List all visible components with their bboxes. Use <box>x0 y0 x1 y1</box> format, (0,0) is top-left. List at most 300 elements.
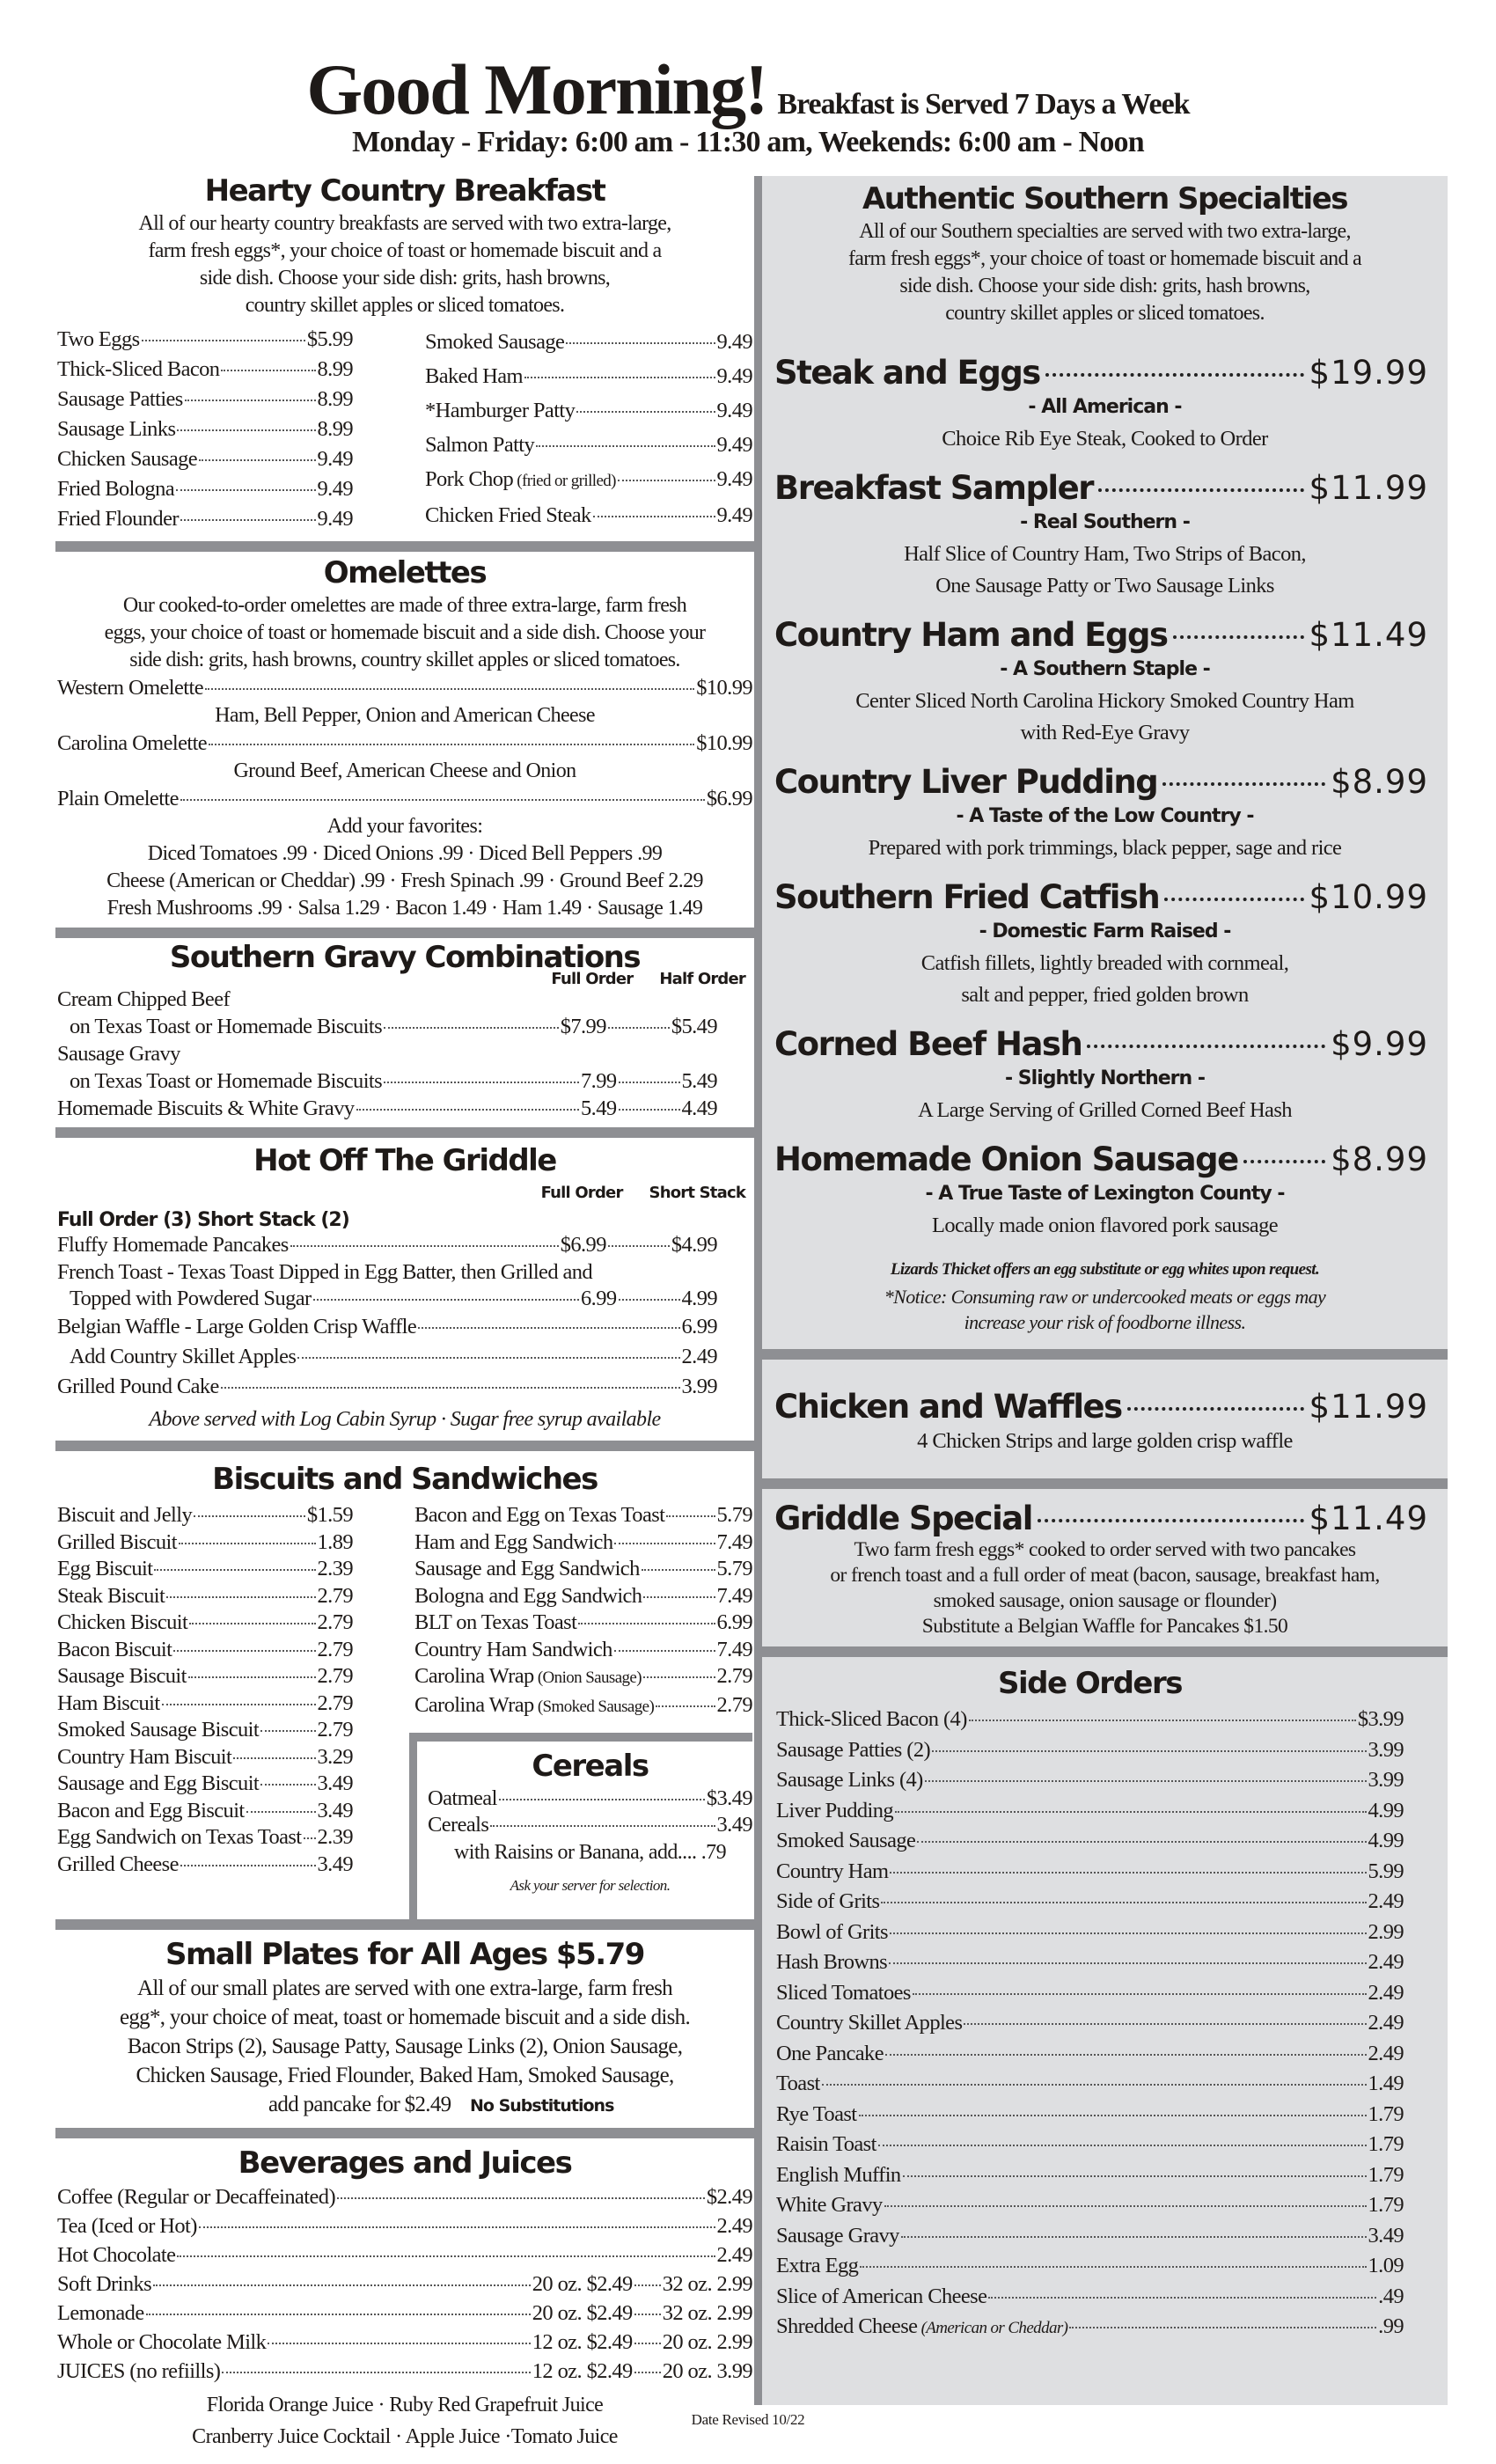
item-name: Breakfast Sampler <box>774 469 1093 507</box>
leader-dots <box>666 1515 715 1517</box>
item-price: 2.79 <box>716 1692 752 1717</box>
menu-item <box>776 1765 1404 1796</box>
leader-dots <box>634 2314 661 2315</box>
item-name: Steak Biscuit <box>57 1583 165 1608</box>
leader-dots <box>173 1650 315 1652</box>
specialty-title <box>762 616 1448 654</box>
item-price: $7.99 <box>560 1015 606 1038</box>
menu-item <box>776 2190 1404 2221</box>
menu-item <box>57 2240 752 2270</box>
item-name: Thick-Sliced Bacon (4) <box>776 1707 967 1731</box>
leader-dots <box>634 2284 661 2286</box>
item-price: 5.79 <box>716 1503 752 1527</box>
item-price: 3.49 <box>716 1813 752 1837</box>
leader-dots <box>988 2297 1376 2299</box>
menu-item <box>414 1663 752 1692</box>
item-price: 2.49 <box>1368 2011 1404 2035</box>
menu-item <box>57 355 353 385</box>
item-name: Western Omelette <box>57 676 203 700</box>
item-name: Baked Ham <box>425 364 523 388</box>
leader-dots <box>878 2145 1367 2146</box>
item-price: 7.49 <box>716 1529 752 1554</box>
menu-item <box>776 1887 1404 1918</box>
col-full-order: Full Order <box>551 970 634 988</box>
item-name: Lemonade <box>57 2301 144 2325</box>
specialty-item <box>762 1025 1448 1126</box>
desc-line: country skillet apples or sliced tomatoes. <box>245 294 565 317</box>
item-name: Griddle Special <box>774 1500 1032 1537</box>
leader-dots <box>179 1543 316 1544</box>
addons <box>57 840 752 922</box>
menu-item <box>57 730 752 757</box>
leader-dots <box>536 445 715 447</box>
item-name: Hot Chocolate <box>57 2243 176 2267</box>
item-price: 2.39 <box>317 1557 353 1580</box>
item-name: One Pancake <box>776 2041 884 2065</box>
menu-item <box>57 1372 717 1402</box>
section-gravy <box>57 938 752 1122</box>
item-name: Two Eggs <box>57 327 140 351</box>
menu-list <box>57 325 353 534</box>
item-name: Sliced Tomatoes <box>776 1980 911 2005</box>
pancake-addon: add pancake for $2.49 <box>268 2093 451 2116</box>
leader-dots <box>1164 898 1303 901</box>
leader-dots <box>177 2255 715 2257</box>
item-price-secondary: 20 oz. 3.99 <box>662 2359 752 2383</box>
item-price: $19.99 <box>1309 354 1428 392</box>
item-name: Topped with Powdered Sugar <box>70 1287 312 1310</box>
item-tagline: - Real Southern - <box>1020 511 1190 533</box>
leader-dots <box>1173 635 1304 639</box>
item-price: 2.49 <box>1368 1980 1404 2005</box>
item-price: $2.49 <box>706 2185 752 2209</box>
item-name: Bologna and Egg Sandwich <box>414 1583 642 1608</box>
menu-item <box>776 2160 1404 2191</box>
item-price: 3.49 <box>317 1852 353 1876</box>
menu-item <box>776 1918 1404 1948</box>
header <box>0 48 1496 131</box>
leader-dots <box>642 1569 715 1571</box>
menu-item <box>414 1610 752 1637</box>
item-name: Chicken and Waffles <box>774 1388 1122 1426</box>
item-price: 2.79 <box>317 1690 353 1715</box>
leader-dots <box>890 1932 1367 1934</box>
leader-dots <box>356 1109 580 1111</box>
item-tagline: - A Taste of the Low Country - <box>956 805 1254 827</box>
leader-dots <box>188 1676 316 1678</box>
menu-list <box>57 674 752 812</box>
desc-line: Our cooked-to-order omelettes are made of three extra-large, farm fresh <box>122 594 687 617</box>
desc-line: smoked sausage, onion sausage or flounder) <box>933 1589 1277 1612</box>
menu-item <box>425 359 752 393</box>
item-description: salt and pepper, fried golden brown <box>961 983 1249 1007</box>
item-name: Egg Biscuit <box>57 1557 153 1580</box>
item-name: Carolina Wrap (Smoked Sausage) <box>414 1692 655 1717</box>
item-name: Sausage Gravy <box>776 2223 899 2248</box>
item-price: 2.49 <box>716 2214 752 2238</box>
item-name: Cereals <box>428 1813 489 1837</box>
menu-item <box>57 1556 353 1583</box>
specialty-title <box>762 469 1448 507</box>
item-tagline: - All American - <box>1028 396 1182 418</box>
item-price: 20 oz. $2.49 <box>532 2272 633 2296</box>
item-name: Rye Toast <box>776 2101 857 2126</box>
menu-item <box>776 1857 1404 1888</box>
section-divider <box>55 1919 754 1930</box>
leader-dots <box>384 1027 559 1029</box>
menu-list <box>57 2182 752 2386</box>
item-name: Oatmeal <box>428 1786 497 1810</box>
item-description: Choice Rib Eye Steak, Cooked to Order <box>942 427 1268 451</box>
menu-list <box>57 1502 353 1919</box>
item-price: 8.99 <box>317 357 353 381</box>
item-name: Toast <box>776 2072 820 2095</box>
leader-dots <box>297 1357 679 1359</box>
item-note: (fried or grilled) <box>513 472 616 490</box>
item-name: Homemade Biscuits & White Gravy <box>57 1096 355 1120</box>
item-name: Egg Sandwich on Texas Toast <box>57 1825 302 1849</box>
item-price: 12 oz. $2.49 <box>532 2359 633 2383</box>
menu-item <box>57 1502 353 1529</box>
leader-dots <box>566 342 715 344</box>
addon-line: Diced Tomatoes .99 · Diced Onions .99 · Diced Bell Peppers .99 <box>147 842 663 865</box>
right-panel <box>754 176 1448 2405</box>
menu-item <box>57 1013 717 1040</box>
desc-line: side dish. Choose your side dish: grits, hash browns, <box>899 275 1310 297</box>
menu-item <box>57 2270 752 2299</box>
item-name: Extra Egg <box>776 2254 859 2277</box>
item-name: Shredded Cheese (American or Cheddar) <box>776 2314 1068 2338</box>
menu-item <box>57 1798 353 1825</box>
item-name: Chicken Sausage <box>57 447 198 471</box>
menu-item <box>57 1583 353 1610</box>
leader-dots <box>189 1623 315 1624</box>
leader-dots <box>209 744 694 745</box>
menu-item <box>57 1637 353 1664</box>
item-name: Soft Drinks <box>57 2272 152 2296</box>
cereals-box <box>409 1733 752 1919</box>
desc-line: Two farm fresh eggs* cooked to order served with two pancakes <box>854 1538 1356 1561</box>
item-name: Sausage and Egg Sandwich <box>414 1557 640 1580</box>
leader-dots <box>634 2343 661 2344</box>
leader-dots <box>1087 1045 1325 1048</box>
juice-line: Florida Orange Juice · Ruby Red Grapefruit Juice <box>206 2394 604 2416</box>
item-description: Center Sliced North Carolina Hickory Smoked Country Ham <box>855 689 1354 713</box>
desc-line: Chicken Sausage, Fried Flounder, Baked Ham, Smoked Sausage, <box>136 2064 674 2087</box>
specialty-item <box>762 1140 1448 1242</box>
leader-dots <box>1069 2327 1376 2328</box>
breakfast-hours: Monday - Friday: 6:00 am - 11:30 am, Weekends: 6:00 am - Noon <box>352 126 1144 158</box>
item-name: Grilled Cheese <box>57 1852 179 1876</box>
item-price: 2.79 <box>716 1664 752 1688</box>
item-price: 2.49 <box>1368 2041 1404 2065</box>
col-full-order: Full Order <box>540 1184 623 1202</box>
item-name: Steak and Eggs <box>774 354 1040 392</box>
leader-dots <box>822 2084 1367 2086</box>
menu-item <box>57 1610 353 1637</box>
item-price: $11.99 <box>1309 469 1428 507</box>
section-divider <box>754 1646 1448 1657</box>
item-name: Ham and Egg Sandwich <box>414 1529 613 1554</box>
leader-dots <box>884 2205 1367 2207</box>
left-column <box>57 172 752 2453</box>
menu-item <box>414 1637 752 1664</box>
item-price: 9.49 <box>716 467 752 491</box>
item-name: Fluffy Homemade Pancakes <box>57 1233 289 1257</box>
item-description: One Sausage Patty or Two Sausage Links <box>935 574 1274 598</box>
item-price: $11.99 <box>1309 1388 1428 1426</box>
menu-item <box>57 1690 353 1718</box>
item-price: .49 <box>1378 2284 1404 2308</box>
item-name: Smoked Sausage Biscuit <box>57 1718 260 1742</box>
section-title: Authentic Southern Specialties <box>862 181 1347 216</box>
leader-dots <box>634 2372 661 2373</box>
menu-item <box>776 2008 1404 2039</box>
no-substitutions: No Substitutions <box>470 2096 614 2116</box>
leader-dots <box>304 1837 316 1839</box>
leader-dots <box>608 1027 670 1029</box>
leader-dots <box>618 480 715 481</box>
section-hearty-breakfast <box>57 172 752 534</box>
specialty-title <box>762 354 1448 392</box>
section-biscuits <box>57 1451 752 1919</box>
section-title: Hearty Country Breakfast <box>204 173 605 209</box>
item-price: 2.49 <box>1368 1950 1404 1974</box>
section-chicken-waffles <box>762 1360 1448 1478</box>
section-southern-specialties <box>762 176 1448 1335</box>
notice-line: increase your risk of foodborne illness. <box>964 1311 1246 1333</box>
leader-dots <box>889 1962 1366 1964</box>
leader-dots <box>180 1865 316 1866</box>
item-name: Sausage Patties (2) <box>776 1737 931 1762</box>
leader-dots <box>142 340 305 341</box>
menu-item <box>57 1663 353 1690</box>
item-name: Thick-Sliced Bacon <box>57 357 220 381</box>
item-price: 1.79 <box>1368 2132 1404 2156</box>
item-price: 2.79 <box>317 1718 353 1742</box>
item-price: .99 <box>1378 2314 1404 2338</box>
addons-title: Add your favorites: <box>326 815 483 838</box>
item-price: 3.49 <box>317 1798 353 1822</box>
item-price: $8.99 <box>1331 763 1428 801</box>
item-price: $3.99 <box>1357 1707 1404 1731</box>
item-name: Fried Bologna <box>57 477 175 501</box>
leader-dots <box>925 1780 1367 1782</box>
section-divider <box>55 1441 754 1451</box>
item-price: 9.49 <box>716 399 752 422</box>
col-half-order: Half Order <box>659 970 745 988</box>
menu-item <box>425 498 752 532</box>
menu-item <box>776 1978 1404 2009</box>
item-price: 2.79 <box>317 1664 353 1688</box>
item-name: Smoked Sausage <box>776 1829 916 1852</box>
juice-line: Cranberry Juice Cocktail · Apple Juice ·Tomato Juice <box>192 2425 618 2448</box>
item-name: White Gravy <box>776 2193 883 2217</box>
menu-list <box>425 325 752 534</box>
leader-dots <box>881 1902 1366 1903</box>
menu-item <box>776 1735 1404 1766</box>
section-divider <box>754 1349 1448 1360</box>
leader-dots <box>1098 488 1304 492</box>
leader-dots <box>221 370 315 371</box>
item-description: A Large Serving of Grilled Corned Beef Hash <box>918 1098 1292 1122</box>
item-price: $10.99 <box>696 731 752 755</box>
leader-dots <box>969 1720 1356 1721</box>
item-name: Biscuit and Jelly <box>57 1503 193 1527</box>
item-price-secondary: 4.99 <box>681 1287 717 1310</box>
leader-dots <box>885 2054 1367 2056</box>
notice-line: *Notice: Consuming raw or undercooked meats or eggs may <box>884 1286 1326 1308</box>
item-price: 6.99 <box>716 1610 752 1634</box>
leader-dots <box>619 1082 680 1083</box>
menu-item <box>428 1812 752 1838</box>
specialty-item <box>762 878 1448 1011</box>
item-price-secondary: 20 oz. 2.99 <box>662 2330 752 2354</box>
item-price: 12 oz. $2.49 <box>532 2330 633 2354</box>
item-price: 2.49 <box>716 2243 752 2267</box>
addon-line: Cheese (American or Cheddar) .99 · Fresh Spinach .99 · Ground Beef 2.29 <box>106 869 703 892</box>
column-headers <box>57 1184 752 1202</box>
section-description <box>57 210 752 319</box>
menu-item <box>57 1312 717 1342</box>
menu-list <box>409 1502 752 1720</box>
item-price: 4.99 <box>1368 1798 1404 1822</box>
leader-dots <box>932 1750 1366 1752</box>
desc-line: All of our small plates are served with one extra-large, farm fresh <box>137 1976 672 2000</box>
item-name: Tea (Iced or Hot) <box>57 2214 197 2238</box>
item-description: 4 Chicken Strips and large golden crisp waffle <box>917 1429 1293 1453</box>
item-name: Liver Pudding <box>776 1798 894 1822</box>
menu-item <box>776 2282 1404 2313</box>
item-price: 8.99 <box>317 417 353 441</box>
specialty-title <box>762 763 1448 801</box>
item-name: Plain Omelette <box>57 787 179 810</box>
item-name: Carolina Wrap (Onion Sausage) <box>414 1664 642 1688</box>
leader-dots <box>337 2197 705 2199</box>
menu-item <box>57 444 353 474</box>
section-description <box>762 218 1448 327</box>
item-price: 1.79 <box>1368 2101 1404 2126</box>
specialty-item <box>762 763 1448 864</box>
item-price: $9.99 <box>1331 1025 1428 1063</box>
item-name: Homemade Onion Sausage <box>774 1140 1238 1178</box>
item-name: Bacon and Egg on Texas Toast <box>414 1503 665 1527</box>
section-description <box>57 1974 752 2121</box>
specialty-item <box>762 354 1448 455</box>
leader-dots <box>384 1082 579 1083</box>
item-price: $1.59 <box>306 1503 353 1527</box>
item-name: Whole or Chocolate Milk <box>57 2330 267 2354</box>
item-price-secondary: 5.49 <box>681 1069 717 1093</box>
menu-item <box>57 1717 353 1744</box>
item-price-secondary: 4.49 <box>681 1096 717 1120</box>
specialty-list <box>762 354 1448 1242</box>
item-price: 2.49 <box>1368 1889 1404 1913</box>
item-price: 9.49 <box>317 477 353 501</box>
date-revised: Date Revised 10/22 <box>691 2411 805 2428</box>
item-name: Country Liver Pudding <box>774 763 1158 801</box>
item-price: 9.49 <box>716 330 752 354</box>
desc-line: All of our hearty country breakfasts are served with two extra-large, <box>138 212 671 235</box>
section-title: Southern Gravy Combinations <box>169 940 641 975</box>
menu-item <box>57 2211 752 2240</box>
item-name: on Texas Toast or Homemade Biscuits <box>70 1015 383 1038</box>
menu-item <box>57 1067 717 1095</box>
item-note: (American or Cheddar) <box>917 2319 1068 2337</box>
leader-dots <box>199 2226 715 2228</box>
section-divider <box>55 2128 754 2138</box>
leader-dots <box>860 2266 1366 2268</box>
specialty-title <box>762 1140 1448 1178</box>
item-price-secondary: 32 oz. 2.99 <box>662 2301 752 2325</box>
leader-dots <box>205 688 694 690</box>
section-title: Biscuits and Sandwiches <box>212 1462 598 1497</box>
desc-line: All of our Southern specialties are served with two extra-large, <box>859 220 1351 243</box>
desc-line: Bacon Strips (2), Sausage Patty, Sausage Links (2), Onion Sausage, <box>127 2035 683 2058</box>
menu-item <box>57 2357 752 2386</box>
griddle-footer: Above served with Log Cabin Syrup · Sugar free syrup available <box>149 1408 661 1431</box>
item-name: Slice of American Cheese <box>776 2284 987 2308</box>
menu-item <box>425 428 752 462</box>
leader-dots <box>260 1784 315 1786</box>
menu-item <box>414 1529 752 1557</box>
menu-item <box>57 1286 717 1312</box>
leader-dots <box>180 799 705 801</box>
section-divider <box>55 1127 754 1138</box>
menu-item <box>776 1705 1404 1735</box>
desc-line: farm fresh eggs*, your choice of toast or homemade biscuit and a <box>148 239 662 262</box>
specialty-item <box>762 469 1448 602</box>
leader-dots <box>313 1299 579 1301</box>
leader-dots <box>917 1841 1366 1843</box>
item-price-secondary: 32 oz. 2.99 <box>662 2272 752 2296</box>
item-name: Add Country Skillet Apples <box>70 1345 297 1368</box>
item-name: Cream Chipped Beef <box>57 987 231 1011</box>
cereals-note: Ask your server for selection. <box>510 1877 671 1894</box>
leader-dots <box>614 1650 715 1652</box>
item-name: Belgian Waffle - Large Golden Crisp Waffle <box>57 1315 417 1338</box>
item-price: 2.39 <box>317 1825 353 1849</box>
menu-item <box>776 2039 1404 2070</box>
leader-dots <box>490 1825 715 1827</box>
menu-item <box>776 2130 1404 2160</box>
menu-item <box>414 1692 752 1721</box>
specialty-title <box>762 878 1448 916</box>
leader-dots <box>859 2115 1367 2116</box>
item-price: 20 oz. $2.49 <box>532 2301 633 2325</box>
menu-item <box>776 2251 1404 2282</box>
section-title: Beverages and Juices <box>238 2145 572 2181</box>
item-price: 7.49 <box>716 1583 752 1608</box>
menu-item <box>425 325 752 359</box>
specialty-title <box>762 1025 1448 1063</box>
item-price: 3.49 <box>317 1771 353 1795</box>
section-title: Small Plates for All Ages $5.79 <box>165 1937 644 1972</box>
menu-list <box>776 1705 1404 2344</box>
leader-dots <box>222 2372 530 2373</box>
leader-dots <box>913 1993 1367 1995</box>
item-name: Chicken Biscuit <box>57 1610 188 1634</box>
leader-dots <box>290 1245 559 1247</box>
desc-line: side dish: grits, hash browns, country skillet apples or sliced tomatoes. <box>129 649 680 671</box>
section-divider <box>754 1478 1448 1489</box>
item-name: Sausage and Egg Biscuit <box>57 1771 260 1795</box>
item-price: 9.49 <box>317 507 353 531</box>
item-price: 9.49 <box>716 364 752 388</box>
item-name: Country Ham <box>776 1859 889 1883</box>
leader-dots <box>593 516 715 517</box>
item-note: (Onion Sausage) <box>533 1668 642 1687</box>
